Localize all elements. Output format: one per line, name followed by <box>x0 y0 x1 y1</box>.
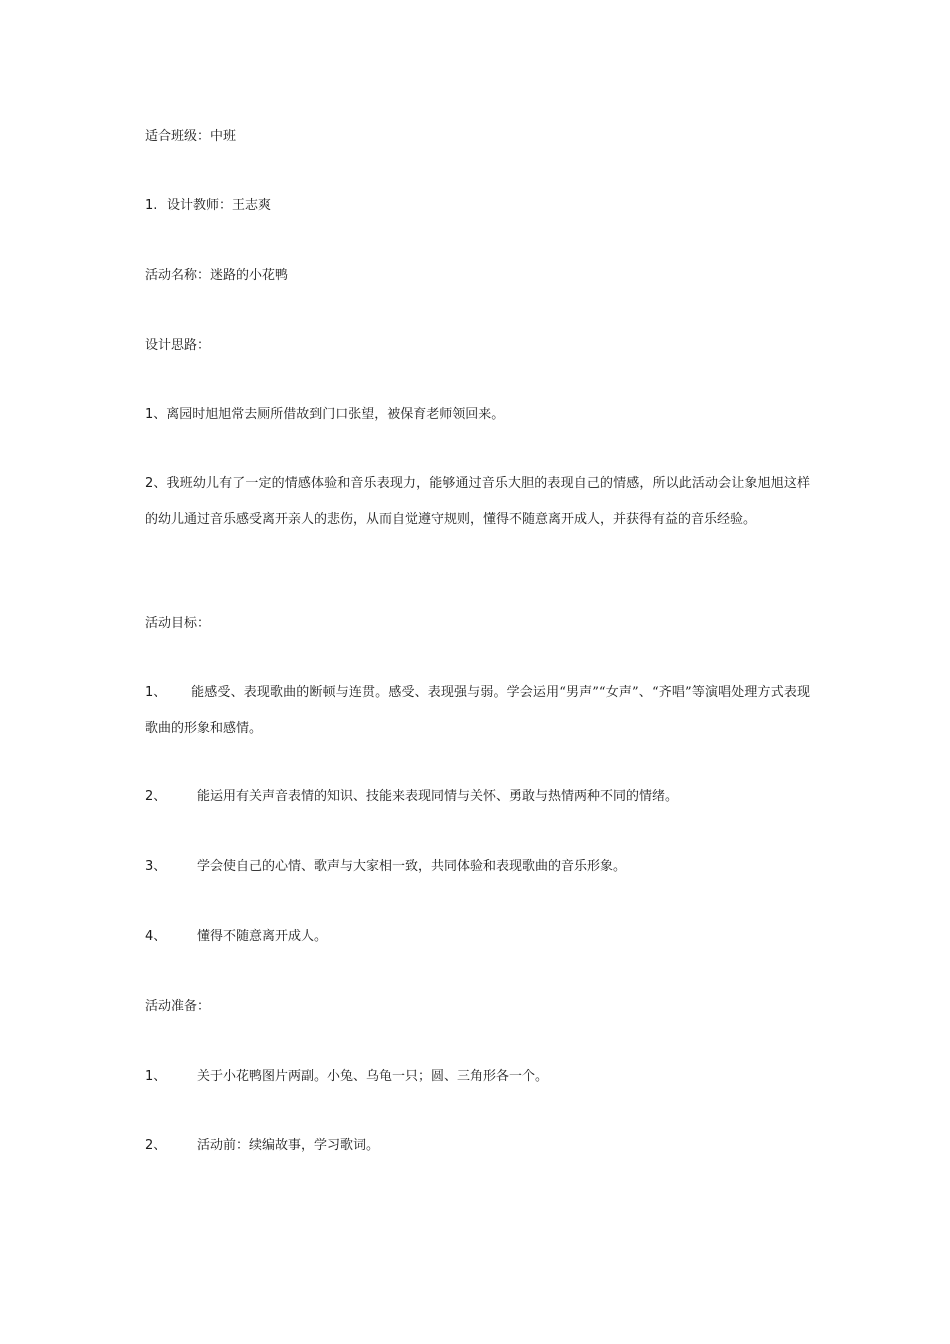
prep-heading <box>145 998 210 1016</box>
design-item-1 <box>145 406 504 424</box>
goal-item-2 <box>145 788 678 806</box>
teacher-text: 设计教师：王志爽 <box>167 198 272 213</box>
prep-item-2-text: 活动前：续编故事，学习歌词。 <box>197 1138 380 1153</box>
goal-item-1-number: 1、 <box>145 685 167 700</box>
goal-item-1-text: 能感受、表现歌曲的断顿与连贯。感受、表现强与弱。学会运用“男声”“女声”、“齐唱”等演唱处理方式表现歌曲的形象和感情。 <box>145 685 810 736</box>
goal-item-3-number: 3、 <box>145 859 167 874</box>
activity-name-text: 活动名称：迷路的小花鸭 <box>145 268 289 283</box>
prep-item-2 <box>145 1137 379 1155</box>
class-line <box>145 128 236 146</box>
design-heading <box>145 337 210 355</box>
activity-name-line <box>145 267 288 285</box>
design-item-2-number: 2 <box>145 476 154 491</box>
design-item-1-text: 、离园时旭旭常去厕所借故到门口张望，被保育老师领回来。 <box>153 407 505 422</box>
teacher-number: 1. <box>145 198 158 213</box>
prep-item-1-text: 关于小花鸭图片两副。小兔、乌龟一只；圆、三角形各一个。 <box>197 1069 549 1084</box>
design-item-1-number: 1 <box>145 407 154 422</box>
prep-heading-text: 活动准备： <box>145 999 211 1014</box>
goal-item-4-text: 懂得不随意离开成人。 <box>197 929 328 944</box>
goal-item-3 <box>145 858 626 876</box>
prep-item-2-number: 2、 <box>145 1138 167 1153</box>
goal-item-4 <box>145 928 327 946</box>
design-item-2-text: 、我班幼儿有了一定的情感体验和音乐表现力，能够通过音乐大胆的表现自己的情感，所以此活动会让象旭旭这样的幼儿通过音乐感受离开亲人的悲伤，从而自觉遵守规则，懂得不随意离开成人，并获得有益的音乐经验。 <box>145 476 810 527</box>
teacher-line <box>145 197 271 215</box>
goal-item-3-text: 学会使自己的心情、歌声与大家相一致，共同体验和表现歌曲的音乐形象。 <box>197 859 627 874</box>
goal-item-2-text: 能运用有关声音表情的知识、技能来表现同情与关怀、勇敢与热情两种不同的情绪。 <box>197 789 679 804</box>
goal-item-2-number: 2、 <box>145 789 167 804</box>
goal-item-4-number: 4、 <box>145 929 167 944</box>
prep-item-1-number: 1、 <box>145 1069 167 1084</box>
design-heading-text: 设计思路： <box>145 338 211 353</box>
goal-item-1 <box>145 675 810 747</box>
prep-item-1 <box>145 1068 548 1086</box>
goals-heading <box>145 615 210 633</box>
design-item-2 <box>145 466 810 538</box>
class-text: 适合班级：中班 <box>145 129 237 144</box>
goals-heading-text: 活动目标： <box>145 616 211 631</box>
